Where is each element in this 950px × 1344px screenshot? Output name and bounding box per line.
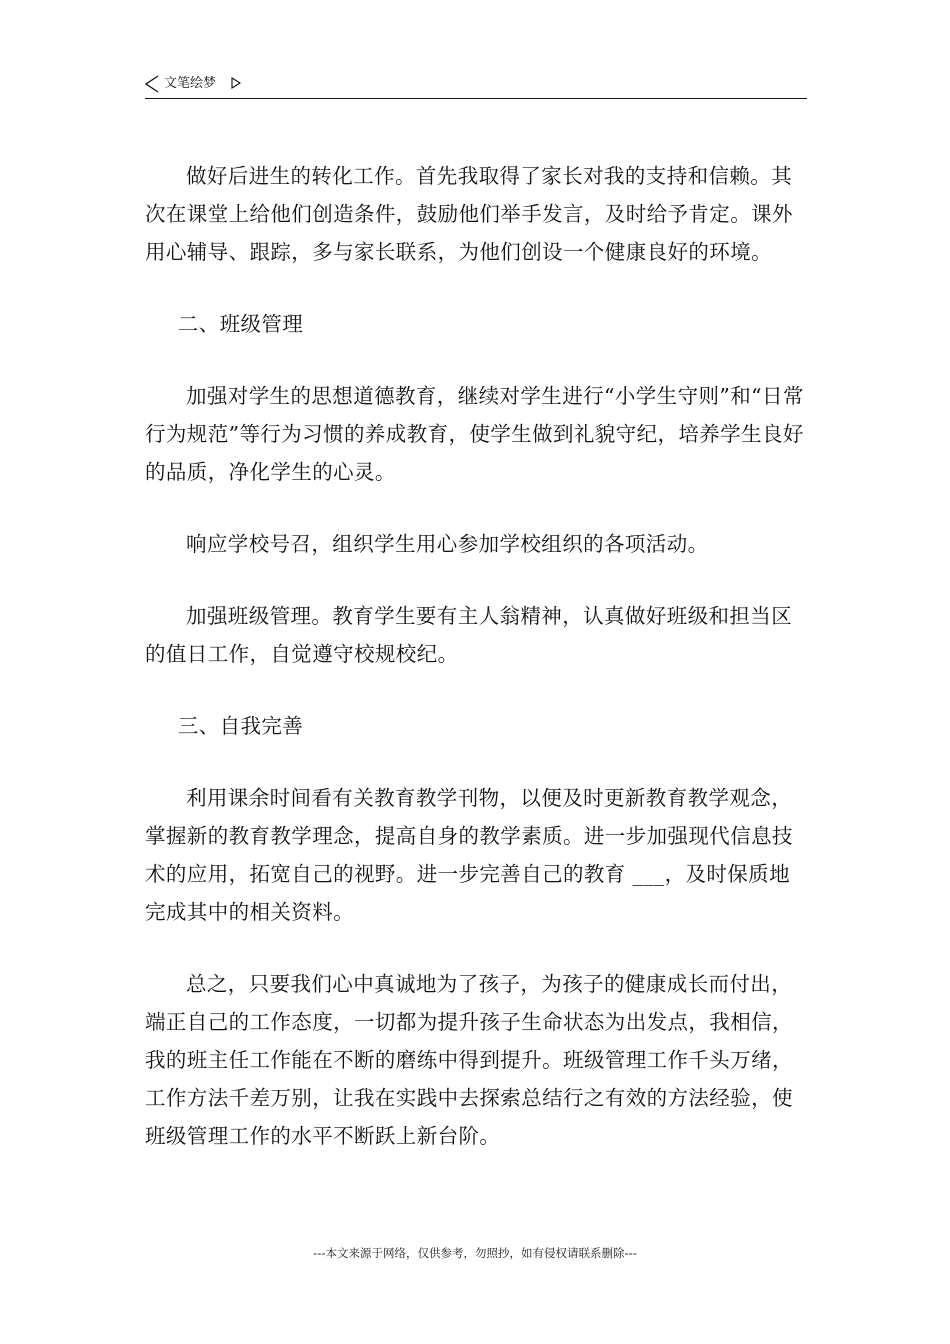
triangle-right-icon (231, 77, 241, 89)
paragraph-school-activities: 响应学校号召，组织学生用心参加学校组织的各项活动。 (186, 532, 709, 556)
footer-disclaimer: ---本文来源于网络，仅供参考，勿照抄，如有侵权请联系删除--- (313, 1246, 637, 1260)
paragraph-underachievers: 做好后进生的转化工作。首先我取得了家长对我的支持和信赖。其次在课堂上给他们创造条件，鼓励他们举手发言，及时给予肯定。课外用心辅导、跟踪，多与家长联系，为他们创设一个健康良好的环境。 (145, 164, 793, 264)
paragraph-moral-education: 加强对学生的思想道德教育，继续对学生进行“小学生守则”和“日常行为规范”等行为习惯的养成教育，使学生做到礼貌守纪，培养学生良好的品质，净化学生的心灵。 (145, 384, 804, 484)
section-heading-class-management: 二、班级管理 (177, 312, 304, 336)
triangle-left-icon (145, 75, 159, 93)
page-header (145, 74, 807, 99)
paragraph-conclusion: 总之，只要我们心中真诚地为了孩子，为孩子的健康成长而付出，端正自己的工作态度，一切都为提升孩子生命状态为出发点，我相信，我的班主任工作能在不断的磨练中得到提升。班级管理工作千头万绪，工作方法千差万别，让我在实践中去探索总结行之有效的方法经验，使班级管理工作的水平不断跃上新台阶。 (145, 972, 793, 1148)
header-brand: 文笔绘梦 (164, 76, 217, 91)
document-body (145, 157, 809, 1155)
paragraph-class-management: 加强班级管理。教育学生要有主人翁精神，认真做好班级和担当区的值日工作，自觉遵守校规校纪。 (145, 604, 793, 666)
section-heading-self-improvement: 三、自我完善 (177, 714, 304, 738)
paragraph-self-improvement: 利用课余时间看有关教育教学刊物，以便及时更新教育教学观念，掌握新的教育教学理念，提高自身的教学素质。进一步加强现代信息技术的应用，拓宽自己的视野。进一步完善自己的教育 ___，及时保质地完成其中的相关资料。 (145, 786, 793, 924)
